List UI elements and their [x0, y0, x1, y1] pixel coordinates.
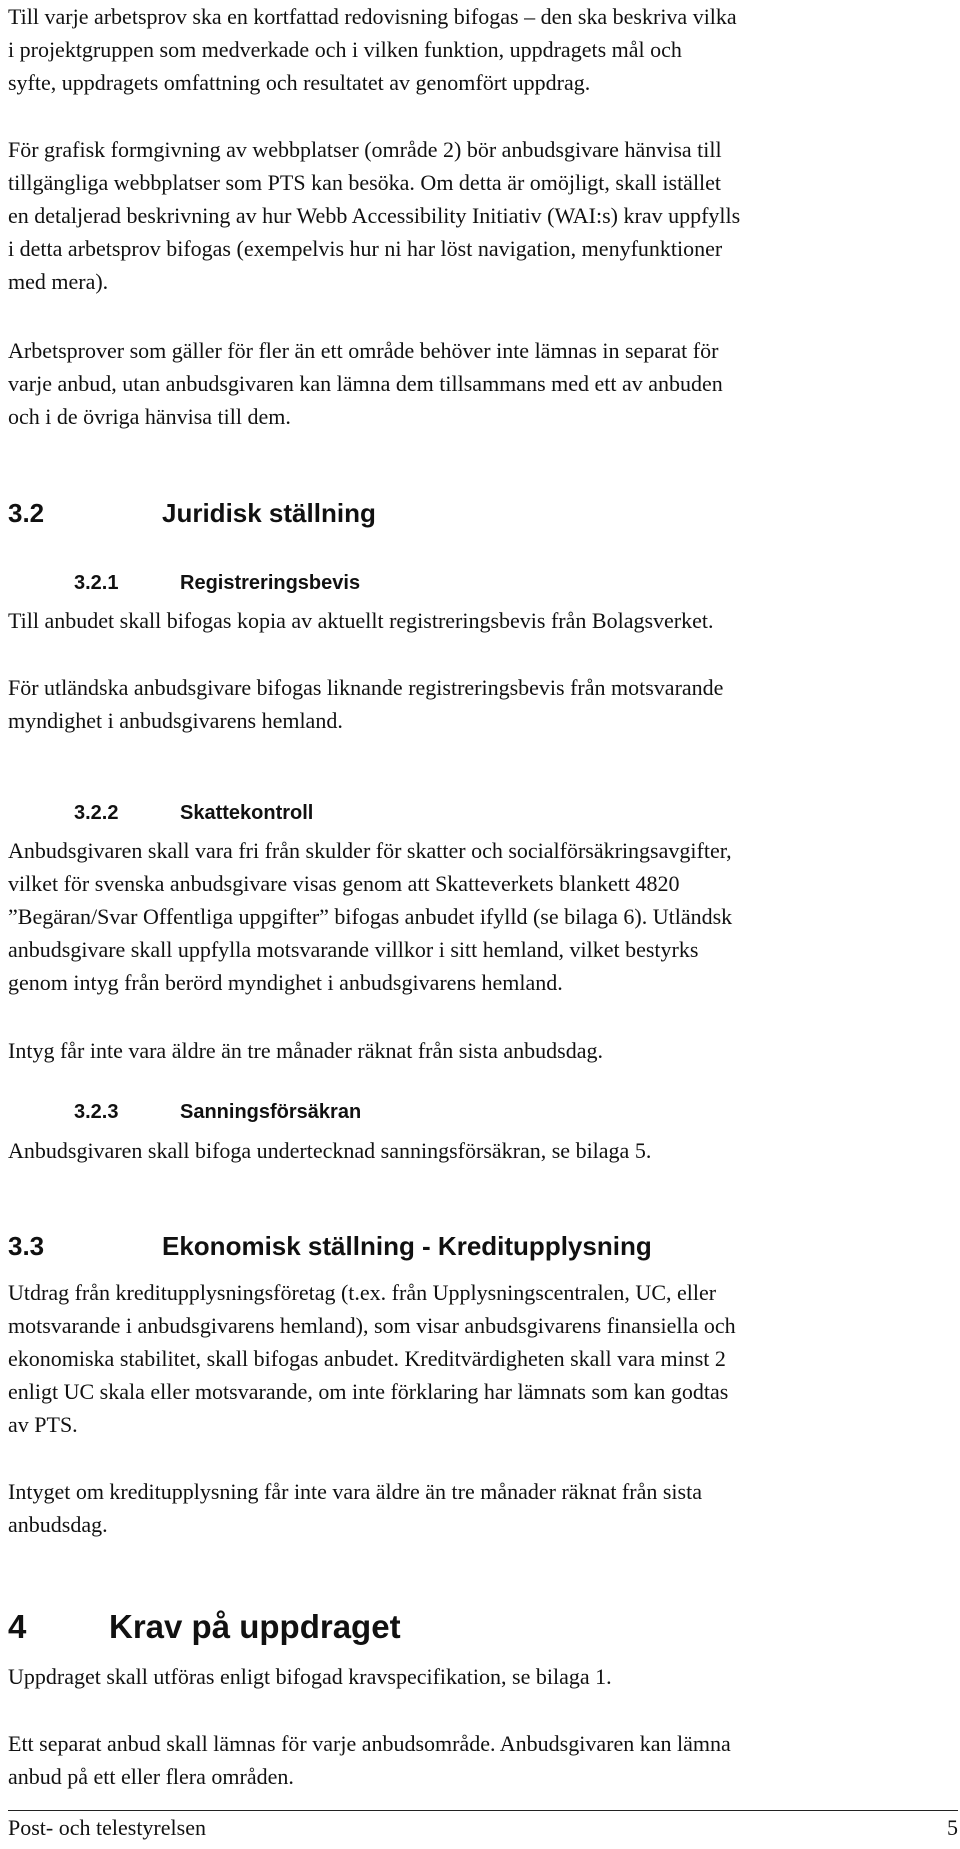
- heading-title: Juridisk ställning: [162, 498, 376, 528]
- paragraph-work-samples-report: Till varje arbetsprov ska en kortfattad redovisning bifogas – den ska beskriva vilka i projektgruppen som medverkade och i vilken funktion, uppdragets mål och syfte, uppdragets omfattning och resultatet av genomfört uppdrag.: [8, 4, 737, 95]
- heading-title: Skattekontroll: [180, 802, 314, 824]
- paragraph-requirements-spec: Uppdraget skall utföras enligt bifogad kravspecifikation, se bilaga 1.: [8, 1664, 612, 1689]
- heading-number: 3.2.2: [74, 802, 119, 824]
- heading-title: Registreringsbevis: [180, 572, 361, 594]
- paragraph-foreign-registration: För utländska anbudsgivare bifogas liknande registreringsbevis från motsvarande myndighet i anbudsgivarens hemland.: [8, 675, 724, 733]
- heading-number: 3.2: [8, 498, 45, 528]
- heading-number: 3.2.3: [74, 1101, 119, 1123]
- paragraph-credit-certificate-age: Intyget om kreditupplysning får inte vara äldre än tre månader räknat från sista anbudsdag.: [8, 1479, 702, 1537]
- paragraph-truth-declaration: Anbudsgivaren skall bifoga undertecknad sanningsförsäkran, se bilaga 5.: [8, 1138, 652, 1163]
- heading-number: 3.2.1: [74, 572, 119, 594]
- footer-page-number: 5: [947, 1815, 958, 1840]
- heading-number: 4: [8, 1608, 27, 1645]
- footer-divider: [8, 1810, 958, 1811]
- heading-title: Sanningsförsäkran: [180, 1101, 362, 1123]
- paragraph-tax-control: Anbudsgivaren skall vara fri från skulder för skatter och socialförsäkringsavgifter, vilket för svenska anbudsgivare visas genom att Skatteverkets blankett 4820 ”Begäran/Svar Offentliga uppgifter” bifogas anbudet ifylld (se bilaga 6). Utländsk anbudsgivare skall uppfylla motsvarande villkor i sitt hemland, vilket bestyrks genom intyg från berörd myndighet i anbudsgivarens hemland.: [8, 838, 733, 995]
- document-page: [8, 0, 958, 1849]
- paragraph-certificate-age: Intyg får inte vara äldre än tre månader räknat från sista anbudsdag.: [8, 1038, 603, 1063]
- footer-organization: Post- och telestyrelsen: [8, 1815, 206, 1840]
- paragraph-registration-copy: Till anbudet skall bifogas kopia av aktuellt registreringsbevis från Bolagsverket.: [8, 608, 714, 633]
- heading-number: 3.3: [8, 1231, 45, 1261]
- paragraph-separate-bid: Ett separat anbud skall lämnas för varje anbudsområde. Anbudsgivaren kan lämna anbud på ett eller flera områden.: [8, 1731, 731, 1789]
- heading-title: Ekonomisk ställning - Kreditupplysning: [162, 1231, 652, 1261]
- paragraph-credit-report: Utdrag från kreditupplysningsföretag (t.ex. från Upplysningscentralen, UC, eller motsvarande i anbudsgivarens hemland), som visar anbudsgivarens finansiella och ekonomiska stabilitet, skall bifogas anbudet. Kreditvärdigheten skall vara minst 2 enligt UC skala eller motsvarande, om inte förklaring har lämnats som kan godtas av PTS.: [8, 1280, 736, 1437]
- paragraph-multiple-areas: Arbetsprover som gäller för fler än ett område behöver inte lämnas in separat för varje anbud, utan anbudsgivaren kan lämna dem tillsammans med ett av anbuden och i de övriga hänvisa till dem.: [8, 338, 723, 429]
- paragraph-graphic-design: För grafisk formgivning av webbplatser (område 2) bör anbudsgivare hänvisa till tillgängliga webbplatser som PTS kan besöka. Om detta är omöjligt, skall istället en detaljerad beskrivning av hur Webb Accessibility Initiativ (WAI:s) krav uppfylls i detta arbetsprov bifogas (exempelvis hur ni har löst navigation, menyfunktioner med mera).: [8, 137, 741, 294]
- heading-title: Krav på uppdraget: [109, 1608, 401, 1645]
